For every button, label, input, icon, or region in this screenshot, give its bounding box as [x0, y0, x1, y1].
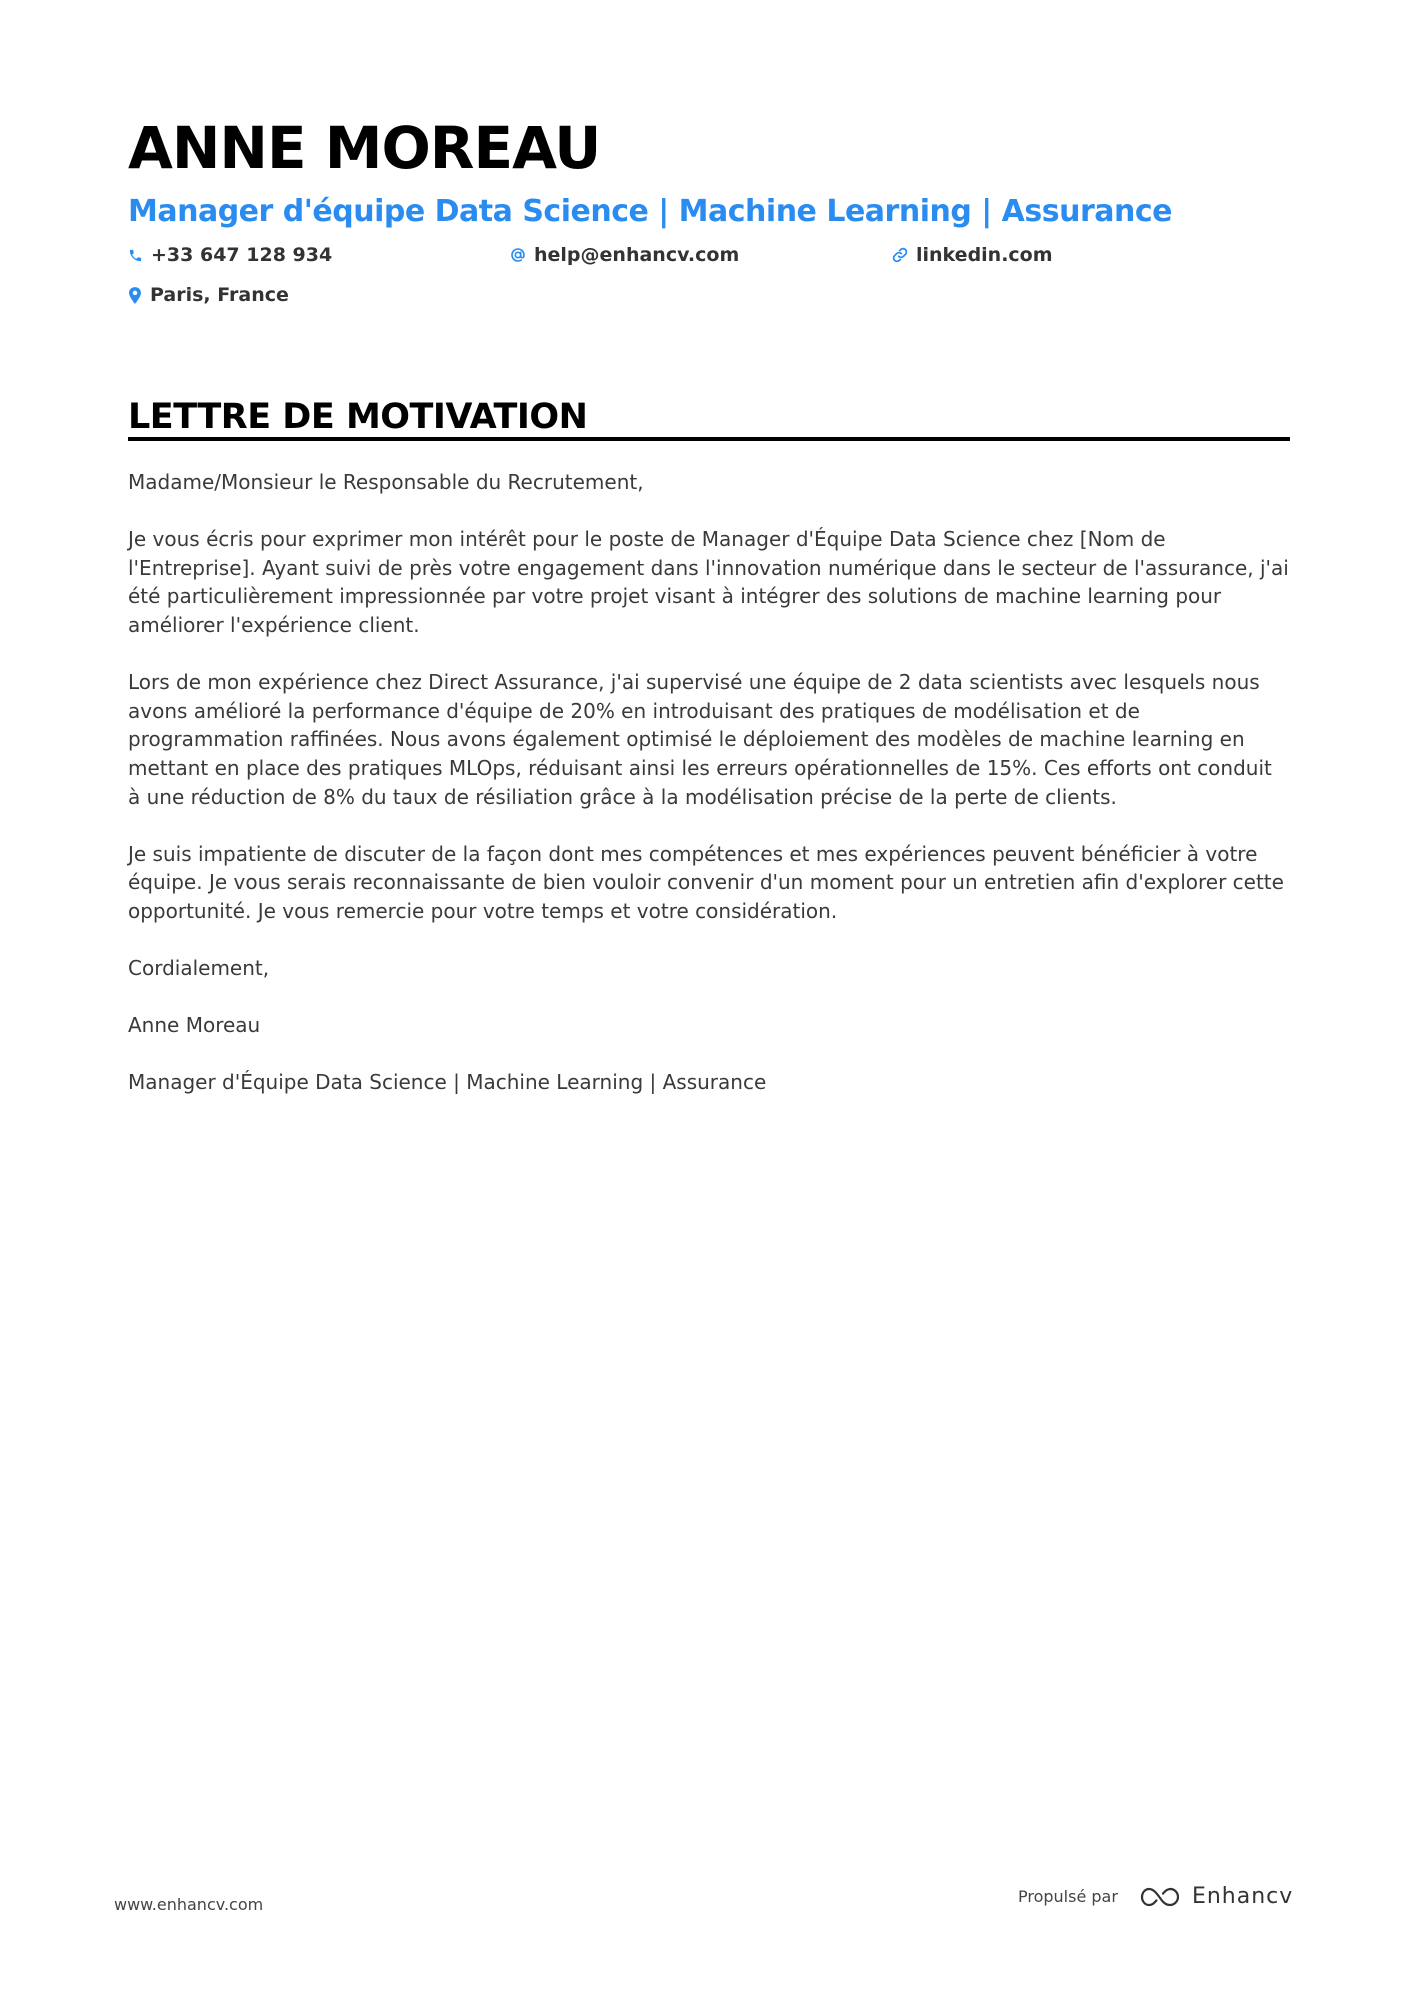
at-icon [510, 247, 526, 263]
contact-phone [128, 241, 332, 269]
contact-link [892, 241, 1053, 269]
brand-name: Enhancv [1191, 1884, 1294, 1909]
section-title: LETTRE DE MOTIVATION [128, 397, 588, 437]
link-value[interactable]: linkedin.com [916, 244, 1053, 266]
footer-website[interactable]: www.enhancv.com [114, 1895, 264, 1914]
phone-icon [128, 248, 143, 263]
powered-by-label: Propulsé par [1018, 1887, 1118, 1906]
signature-title: Manager d'Équipe Data Science | Machine Learning | Assurance [128, 1070, 767, 1095]
letter-greeting: Madame/Monsieur le Responsable du Recrutement, [128, 470, 644, 494]
contact-location [128, 281, 289, 309]
link-icon [892, 247, 908, 263]
signature-name: Anne Moreau [128, 1013, 261, 1038]
contact-email [510, 241, 739, 269]
location-pin-icon [128, 287, 142, 304]
footer-branding[interactable] [1018, 1884, 1293, 1909]
letter-closing: Cordialement, [128, 956, 270, 981]
section-divider [128, 437, 1290, 441]
letter-paragraph: Je vous écris pour exprimer mon intérêt pour le poste de Manager d'Équipe Data Science chez [Nom de l'Entreprise]. Ayant suivi de près votre engagement dans l'innovation numérique dans le secteur de l'assurance, j'ai été particulièrement impressionnée par votre projet visant à intégrer des solutions de machine learning pour améliorer l'expérience client. [128, 527, 1289, 637]
enhancv-logo-icon [1138, 1885, 1182, 1909]
location-value: Paris, France [150, 284, 289, 306]
letter-body [128, 468, 1290, 1126]
letter-paragraph: Lors de mon expérience chez Direct Assurance, j'ai supervisé une équipe de 2 data scientists avec lesquels nous avons amélioré la performance d'équipe de 20% en introduisant des pratiques de modélisation et de programmation raffinées. Nous avons également optimisé le déploiement des modèles de machine learning en mettant en place des pratiques MLOps, réduisant ainsi les erreurs opérationnelles de 15%. Ces efforts ont conduit à une réduction de 8% du taux de résiliation grâce à la modélisation précise de la perte de clients. [128, 670, 1272, 809]
candidate-name: ANNE MOREAU [128, 114, 601, 182]
candidate-headline: Manager d'équipe Data Science | Machine Learning | Assurance [128, 194, 1172, 229]
phone-value: +33 647 128 934 [151, 244, 333, 266]
letter-paragraph: Je suis impatiente de discuter de la façon dont mes compétences et mes expériences peuvent bénéficier à votre équipe. Je vous serais reconnaissante de bien vouloir convenir d'un moment pour un entretien afin d'explorer cette opportunité. Je vous remercie pour votre temps et votre considération. [128, 841, 1284, 923]
email-value[interactable]: help@enhancv.com [534, 244, 740, 266]
